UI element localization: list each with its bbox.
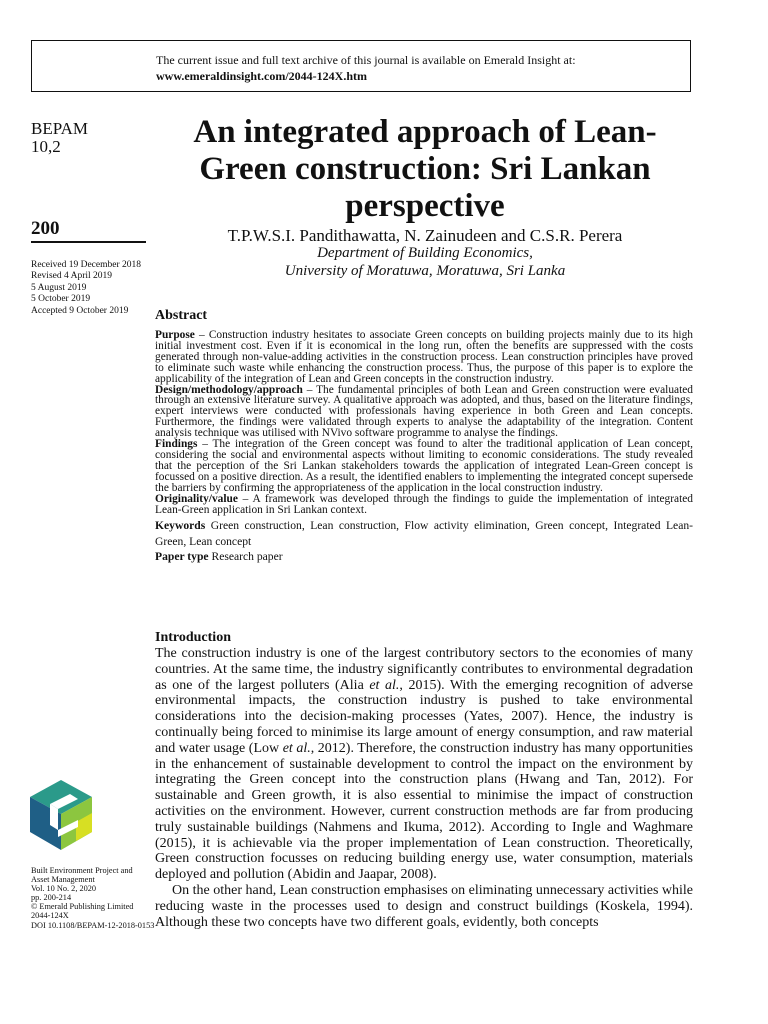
journal-citation-footer [31,866,155,930]
journal-url-link[interactable]: www.emeraldinsight.com/2044-124X.htm [156,69,367,83]
history-item: 5 October 2019 [31,294,91,305]
affiliation-department: Department of Building Economics, [317,245,533,261]
history-item: 5 August 2019 [31,282,87,293]
affiliation-university: University of Moratuwa, Moratuwa, Sri Lanka [284,263,566,279]
page-number: 200 [31,218,60,239]
abstract-heading: Abstract [155,308,208,323]
abstract-paper-type: Paper type Research paper [155,550,283,564]
history-item: Accepted 9 October 2019 [31,305,129,316]
article-history [31,260,151,317]
introduction-section [155,630,693,930]
article-authors: T.P.W.S.I. Pandithawatta, N. Zainudeen and C.S.R. Perera [227,226,623,245]
footer-line: pp. 200-214 [31,893,72,903]
abstract-findings: Findings – The integration of the Green concept was found to alter the traditional application of Lean concept, considering the social and environmental aspects without limiting to economic considerations. The study revealed that the perception of the Sri Lankan stakeholders towards the application of integrated Lean-Green concept is focussed on a positive direction. As a result, the identified enablers to implementing the integrated concept supersede the barriers by confirming the appropriateness of the application in the local construction industry. [155,438,693,494]
article-title: An integrated approach of Lean-Green construction: Sri Lankan perspective [193,114,657,224]
footer-line: Vol. 10 No. 2, 2020 [31,884,97,894]
footer-line: Built Environment Project and [31,866,133,875]
banner-text: The current issue and full text archive of this journal is available on Emerald Insight at: [156,53,576,67]
introduction-heading: Introduction [155,630,231,645]
history-item: Revised 4 April 2019 [31,271,113,282]
emerald-cube-logo-icon [30,780,92,850]
footer-line: © Emerald Publishing Limited [31,902,134,912]
abstract-keywords: Keywords Green construction, Lean construction, Flow activity elimination, Green concept, Integrated Lean-Green, Lean concept [155,519,693,548]
footer-line: Asset Management [31,875,95,885]
page-number-rule [31,241,146,243]
journal-banner [31,40,691,92]
abstract-purpose: Purpose – Construction industry hesitates to associate Green concepts on building projects mainly due to its high initial investment cost. Even if it is economical in the long run, often the benefits are suppressed with the costs generated through non-value-adding activities in the construction process. Lean construction principles have proved to eliminate such waste while enhancing the construction process. Thus, the purpose of this paper is to explore the applicability of the integration of Lean and Green concepts in the construction industry. [155,329,693,385]
history-item: Received 19 December 2018 [31,260,141,270]
journal-volume: 10,2 [31,137,61,156]
body-paragraph: The construction industry is one of the largest contributory sectors to the economies of many countries. At the same time, the industry significantly contributes to environmental degradation as one of the largest polluters (Alia et al., 2015). With the emerging recognition of adverse environmental impacts, the construction industry is pushed to take environmental considerations into the decision-making processes (Yates, 2007). Hence, the industry is continually being forced to minimise its large amount of energy consumption, and raw material and water usage (Low et al., 2012). Therefore, the construction industry has many opportunities in the enhancement of sustainable development to control the impact on the environment by integrating the Green concept into the construction plans (Hwang and Tan, 2012). For sustainable and Green growth, it is also essential to minimise the impact of construction activities on the environment. However, current construction methods are far from producing truly sustainable buildings (Nahmens and Ikuma, 2012). According to Ingle and Waghmare (2015), it is achievable via the proper implementation of Lean construction. Theoretically, Green construction focusses on reducing building energy use, water consumption, materials deployed and pollution (Abidin and Jaapar, 2008). [155,646,694,883]
doi-link[interactable]: DOI 10.1108/BEPAM-12-2018-0153 [31,920,155,930]
footer-line: 2044-124X [31,911,69,921]
journal-abbreviation: BEPAM 10,2 [31,120,151,156]
abstract-originality: Originality/value – A framework was developed through the findings to guide the implementation of integrated Lean-Green application in Sri Lankan context. [155,492,693,516]
body-paragraph: On the other hand, Lean construction emphasises on eliminating unnecessary activities while reducing waste in the processes used to design and construct buildings (Koskela, 1994). Although these two concepts have two different goals, evidently, both concepts [155,882,693,930]
abstract-design: Design/methodology/approach – The fundamental principles of both Lean and Green construction were evaluated through an extensive literature survey. A qualitative approach was adopted, and thus, based on the literature findings, expert interviews were conducted with professionals having experience in both Green and Lean concepts. Furthermore, the findings were validated through experts to analyse the adaptability of the integration. Content analysis technique was utilised with NVivo software programme to analyse the findings. [155,383,693,440]
abstract-section [155,308,693,563]
